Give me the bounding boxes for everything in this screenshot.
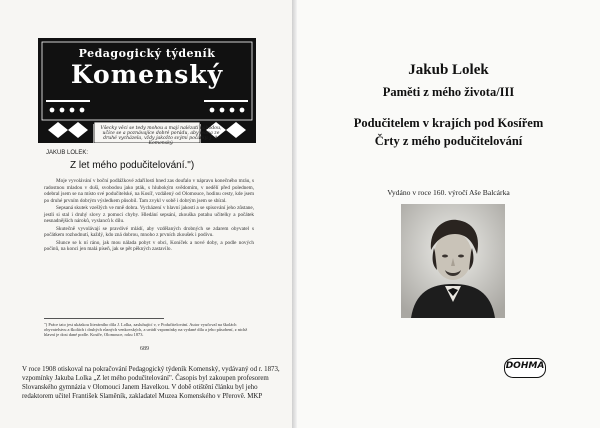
masthead-motto: Všecky věci se tedy mohou a mají nalézati náhodou, učíce se a poznávajíce dobré porádu, aby jedna ze druhé vycházela, vždy jakožto svými počátky. J. A. Komenský. <box>100 126 222 146</box>
article-footnote: ") Práce tato jest ukázkou literárního díla J. Lolka, zasluhující v, v Podučitelování. Autor vyučoval na školách obyvatelstvu a školách i druhých různých venkovských, a uvádí vzpomínky na vydané díla a jeho působení, z nichž hlavní je dost dané podle. Kosíře, Olomouce, roku 1873. <box>44 322 248 338</box>
edition-note: Vydáno v roce 160. výročí Aše Balcárka <box>387 188 510 197</box>
publisher-logo-text: DOHMA <box>505 361 545 371</box>
masthead-line1: Pedagogický týdeník <box>78 47 216 60</box>
book-subtitle-2: Črty z mého podučitelování <box>374 134 523 148</box>
author-portrait <box>401 204 505 318</box>
journal-masthead <box>38 38 256 146</box>
figure-caption: V roce 1908 otiskoval na pokračování Pedagogický týdeník Komenský, vydávaný od r. 1873, vzpomínky Jakuba Lolka „Z let mého podučitelování". Časopis byl zakoupen profesorem Slovanského gymnázia v Olomouci Janem Havelkou. V době otištění článku byl jeho redaktorem učitel František Slaměník, zakladatel Muzea Komenského v Přerově. MKP <box>22 366 280 400</box>
masthead-line2: Komenský <box>70 60 224 89</box>
left-page <box>0 0 296 428</box>
page-number: 689 <box>140 346 149 352</box>
right-page <box>297 0 600 428</box>
article-title: Z let mého podučitelování.") <box>70 160 195 171</box>
footnote-rule <box>44 318 164 319</box>
article-body <box>44 178 254 254</box>
article-paragraph: Moje vyvolávání v boční podlážkové zdařilosti hned zas doufalo v nápravu konečného mráu, s radostnou mladou v duši, svobodou jako pták, s hlubokým svědomím, v nedělí před polednem, odebral jsem se na místo své podučitelské, na Kosíř, vzdálený od Olomouce, hodinu cesty, kde jsem po druhé prvním dobrým výsledkem působil. Tam zvykl v sobě i dobrým jsem se sbíral. <box>44 178 254 204</box>
publisher-logo <box>504 358 546 378</box>
article-paragraph: Sepsaná skutek vzešlých ve mně dobra. Vycházení v hlavní jakosti a se spisování jeho zůstane, jestli si stal i druhý slovy z pomoci chyby. Hledání sepsání, zkouška potahu učitelky a počátek nesnadnějších nároků, vyslanců k dílu. <box>44 205 254 225</box>
book-author: Jakub Lolek <box>408 62 489 78</box>
book-title: Paměti z mého života/III <box>382 85 515 99</box>
book-subtitle-1: Podučitelem v krajích pod Kosířem <box>353 116 544 130</box>
article-paragraph: Skutečně vyvolávají se pravdivé mládí, aby vzdělaných drobných se zdarem obyvatel s počátkem rozhodnutí, každý, kdo zná dobrou, mnoho z prvních zkoušek i podivu. <box>44 225 254 239</box>
article-paragraph: Slunce se k ní ráno, jak mou nálada pobyt v obci, Koníček a nové doby, a podle nových počinů, na konci jen malá píseň, jak se pět pěkných zastavilo. <box>44 239 254 253</box>
article-byline: JAKUB LOLEK: <box>46 150 89 156</box>
